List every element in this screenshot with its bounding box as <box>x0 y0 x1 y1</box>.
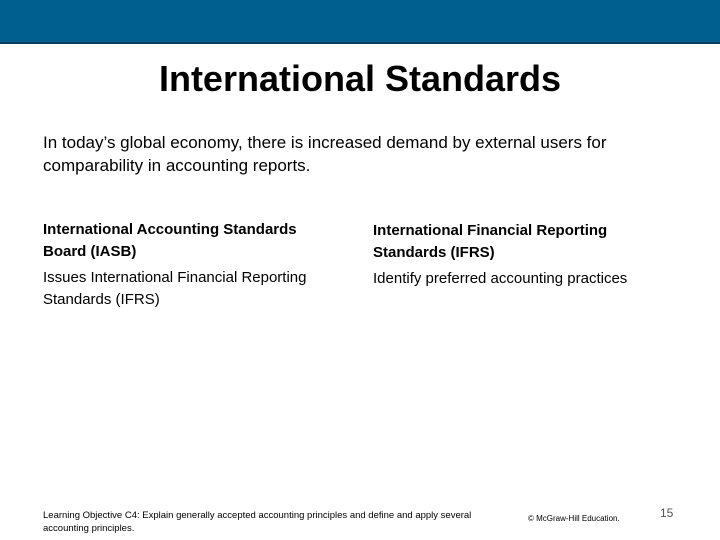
ifrs-heading: International Financial Reporting Standards (IFRS) <box>373 222 608 261</box>
learning-objective: Learning Objective C4: Explain generally accepted accounting principles and define and apply several accounting principles. <box>43 510 472 534</box>
ifrs-description: Identify preferred accounting practices <box>373 270 628 287</box>
copyright-notice: © McGraw-Hill Education. <box>528 514 620 523</box>
intro-text: In today’s global economy, there is increased demand by external users for comparability in accounting reports. <box>43 133 607 175</box>
slide-title: International Standards <box>158 58 562 99</box>
iasb-column <box>43 219 333 311</box>
header-bar <box>0 0 720 44</box>
ifrs-column <box>373 220 663 290</box>
iasb-description: Issues International Financial Reporting Standards (IFRS) <box>43 269 307 308</box>
iasb-heading: International Accounting Standards Board (IASB) <box>43 221 297 260</box>
page-number: 15 <box>660 506 674 520</box>
